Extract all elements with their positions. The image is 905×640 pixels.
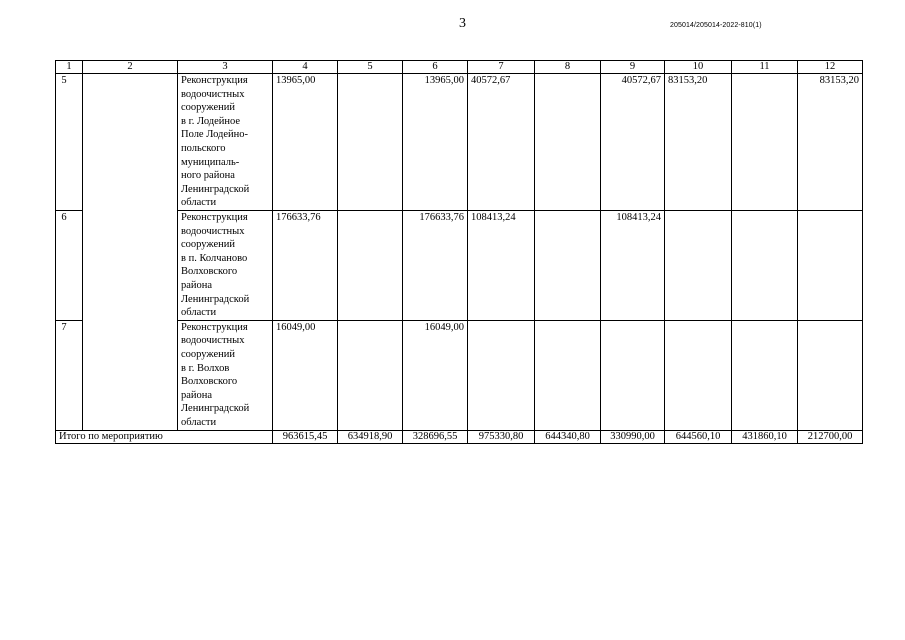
- row-col2: [83, 74, 178, 431]
- total-row: [56, 430, 863, 443]
- cell-c4: 13965,00: [273, 74, 338, 211]
- column-header: 5: [338, 61, 403, 74]
- column-header: 6: [403, 61, 468, 74]
- row-index: 6: [56, 211, 83, 321]
- table-row: [56, 74, 863, 211]
- cell-c11: [732, 320, 798, 430]
- column-header: 12: [798, 61, 863, 74]
- cell-c4: 176633,76: [273, 211, 338, 321]
- cell-c12: [798, 211, 863, 321]
- column-header: 1: [56, 61, 83, 74]
- table-row: [56, 320, 863, 430]
- cell-c12: 83153,20: [798, 74, 863, 211]
- cell-c10: [665, 320, 732, 430]
- column-header: 3: [178, 61, 273, 74]
- total-c12: 212700,00: [798, 430, 863, 443]
- cell-c8: [535, 74, 601, 211]
- total-c8: 644340,80: [535, 430, 601, 443]
- total-c7: 975330,80: [468, 430, 535, 443]
- page-number: 3: [459, 16, 466, 31]
- row-description: Реконструкция водоочистных сооружений в г. Волхов Волховского района Ленинградской области: [178, 320, 273, 430]
- row-index: 5: [56, 74, 83, 211]
- cell-c6: 176633,76: [403, 211, 468, 321]
- cell-c5: [338, 211, 403, 321]
- total-c4: 963615,45: [273, 430, 338, 443]
- cell-c5: [338, 320, 403, 430]
- cell-c4: 16049,00: [273, 320, 338, 430]
- cell-c11: [732, 74, 798, 211]
- total-label: Итого по мероприятию: [56, 430, 273, 443]
- column-header: 7: [468, 61, 535, 74]
- table-row: [56, 211, 863, 321]
- cell-c9: 108413,24: [601, 211, 665, 321]
- total-c6: 328696,55: [403, 430, 468, 443]
- cell-c8: [535, 211, 601, 321]
- cell-c6: 16049,00: [403, 320, 468, 430]
- column-header: 2: [83, 61, 178, 74]
- row-index: 7: [56, 320, 83, 430]
- cell-c7: 108413,24: [468, 211, 535, 321]
- cell-c7: [468, 320, 535, 430]
- row-description: Реконструкция водоочистных сооружений в г. Лодейное Поле Лодейно- польского муниципаль- ного района Ленинградской области: [178, 74, 273, 211]
- column-header: 4: [273, 61, 338, 74]
- cell-c10: [665, 211, 732, 321]
- cell-c7: 40572,67: [468, 74, 535, 211]
- column-header: 8: [535, 61, 601, 74]
- total-c11: 431860,10: [732, 430, 798, 443]
- cell-c5: [338, 74, 403, 211]
- cell-c12: [798, 320, 863, 430]
- cell-c11: [732, 211, 798, 321]
- total-c5: 634918,90: [338, 430, 403, 443]
- cell-c9: 40572,67: [601, 74, 665, 211]
- cell-c6: 13965,00: [403, 74, 468, 211]
- row-description: Реконструкция водоочистных сооружений в п. Колчаново Волховского района Ленинградской области: [178, 211, 273, 321]
- column-header: 10: [665, 61, 732, 74]
- column-header: 9: [601, 61, 665, 74]
- total-c9: 330990,00: [601, 430, 665, 443]
- cell-c10: 83153,20: [665, 74, 732, 211]
- document-code: 205014/205014-2022-810(1): [670, 22, 762, 29]
- cell-c9: [601, 320, 665, 430]
- table-header-row: [56, 61, 863, 74]
- data-table: [55, 60, 863, 444]
- total-c10: 644560,10: [665, 430, 732, 443]
- cell-c8: [535, 320, 601, 430]
- column-header: 11: [732, 61, 798, 74]
